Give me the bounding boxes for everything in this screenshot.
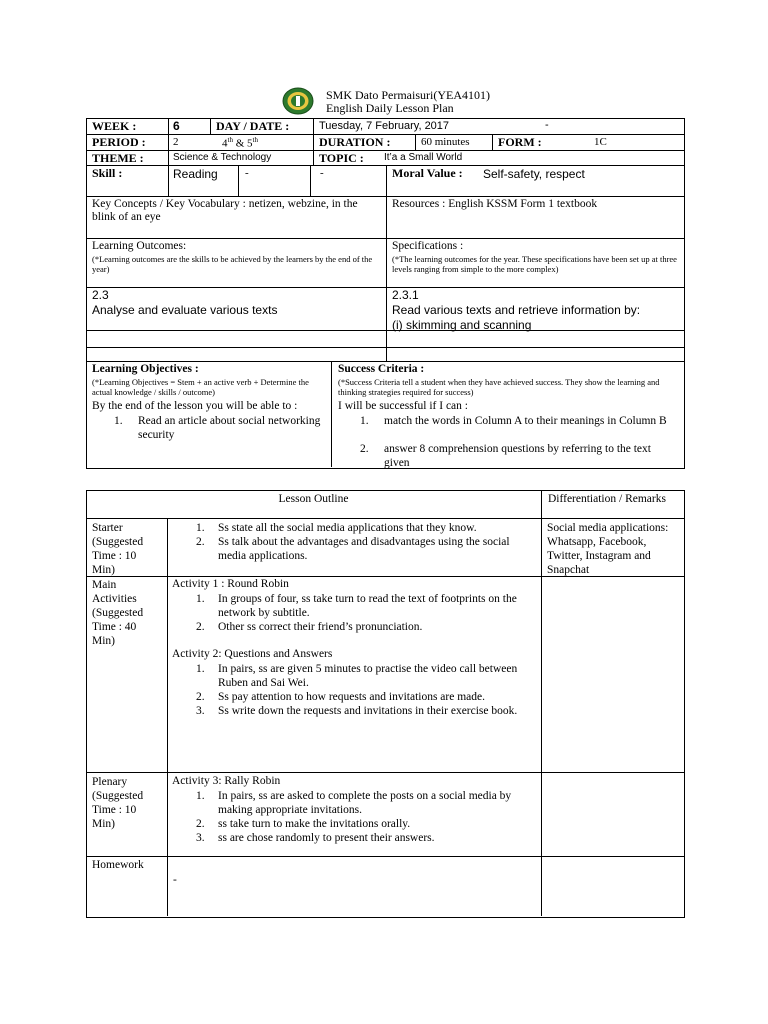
starter-text: Ss talk about the advantages and disadvantages using the social media applications. [218,536,510,562]
theme-label: THEME : [92,151,144,165]
period-b: 4th & 5th [222,136,258,150]
activity-3-item [172,817,536,831]
activity-3-item [172,789,536,817]
activity-2-item [172,662,532,690]
objectives-title: Learning Objectives : [92,363,199,375]
spec-text-1: Read various texts and retrieve information by: [392,303,641,317]
activity-1-title: Activity 1 : Round Robin [172,578,289,590]
starter-label: Starter (Suggested Time : 10 Min) [92,522,144,576]
moral-label: Moral Value : [392,166,463,180]
activity-2-text: In pairs, ss are given 5 minutes to practise the video call between Ruben and Sai Wei. [218,663,518,689]
starter-remark: Social media applications: Whatsapp, Facebook, Twitter, Instagram and Snapchat [547,522,669,576]
starter-number: 2. [196,536,205,548]
success-text: match the words in Column A to their meanings in Column B [384,415,667,427]
spec-code: 2.3.1 [392,288,419,302]
plenary-label: Plenary (Suggested Time : 10 Min) [92,776,144,830]
specifications-title: Specifications : [392,240,464,252]
activity-1-item [172,592,532,620]
success-note: (*Success Criteria tell a student when they have achieved success. They show the learning and thinking strategies required for success) [338,377,660,397]
objective-item [92,414,328,442]
main-label: Main Activities (Suggested Time : 40 Min) [92,579,144,647]
success-lead: I will be successful if I can : [338,400,468,412]
resources: Resources : English KSSM Form 1 textbook [392,198,598,210]
topic-label: TOPIC : [319,151,364,165]
skill-dash-2: - [320,167,324,179]
duration-value: 60 minutes [421,136,470,148]
skill-label: Skill : [92,166,123,180]
outline-header: Lesson Outline [278,493,349,505]
skill-value: Reading [173,167,218,181]
activity-3-number: 3. [196,832,205,844]
lo-code: 2.3 [92,288,109,302]
day-date-label: DAY / DATE : [216,119,290,133]
activity-3-text: In pairs, ss are asked to complete the posts on a social media by making appropriate invitations. [218,790,512,816]
form-label: FORM : [498,135,542,149]
key-concepts: Key Concepts / Key Vocabulary : netizen, webzine, in the blink of an eye [92,198,358,223]
starter-item [172,521,522,535]
moral-value: Self-safety, respect [483,167,585,181]
activity-2-number: 1. [196,663,205,675]
learning-outcomes-note: (*Learning outcomes are the skills to be achieved by the learners by the end of the year) [92,254,373,274]
date-dash: - [545,119,549,131]
school-logo [281,86,315,116]
success-number: 2. [360,443,369,455]
homework-label: Homework [92,859,144,871]
activity-2-text: Ss write down the requests and invitations in their exercise book. [218,705,518,717]
activity-3-item [172,831,536,845]
success-item [338,442,678,470]
period-a: 2 [173,136,179,148]
activity-1-text: In groups of four, ss take turn to read the text of footprints on the network by subtitle. [218,593,517,619]
period-label: PERIOD : [92,135,146,149]
activity-1-item [172,620,532,634]
activity-1-text: Other ss correct their friend’s pronunciation. [218,621,423,633]
duration-label: DURATION : [319,135,391,149]
success-number: 1. [360,415,369,427]
objective-number: 1. [114,415,123,427]
lo-text: Analyse and evaluate various texts [92,303,278,317]
activity-3-text: ss are chose randomly to present their answers. [218,832,435,844]
success-title: Success Criteria : [338,363,425,375]
specifications-note: (*The learning outcomes for the year. These specifications have been set up at three levels ranging from simple to the more complex) [392,254,677,274]
activity-1-number: 2. [196,621,205,633]
activity-3-number: 2. [196,818,205,830]
week-label: WEEK : [92,119,137,133]
starter-item [172,535,522,563]
skill-dash-1: - [245,167,249,179]
starter-text: Ss state all the social media applications that they know. [218,522,477,534]
activity-2-number: 3. [196,705,205,717]
success-text: answer 8 comprehension questions by referring to the text given [384,443,651,469]
activity-2-item [172,704,532,718]
homework-text: - [173,874,177,886]
objectives-note: (*Learning Objectives = Stem + an active verb + Determine the actual knowledge / skills / outcome) [92,377,309,397]
starter-number: 1. [196,522,205,534]
activity-2-item [172,690,532,704]
learning-outcomes-title: Learning Outcomes: [92,240,187,252]
activity-3-title: Activity 3: Rally Robin [172,775,281,787]
date-value: Tuesday, 7 February, 2017 [319,120,450,132]
activity-3-text: ss take turn to make the invitations orally. [218,818,411,830]
objective-text: Read an article about social networking security [138,415,321,441]
theme-value: Science & Technology [173,152,272,163]
school-name: SMK Dato Permaisuri(YEA4101) [326,88,490,102]
spec-text-2: (i) skimming and scanning [392,318,532,332]
differentiation-header: Differentiation / Remarks [548,493,666,505]
objectives-lead: By the end of the lesson you will be able to : [92,400,298,412]
activity-1-number: 1. [196,593,205,605]
activity-2-text: Ss pay attention to how requests and invitations are made. [218,691,485,703]
success-item [338,414,678,428]
plan-title: English Daily Lesson Plan [326,101,454,115]
form-value: 1C [594,136,607,148]
activity-3-number: 1. [196,790,205,802]
week-value: 6 [173,119,180,133]
topic-value: It’a a Small World [384,152,463,163]
activity-2-title: Activity 2: Questions and Answers [172,648,333,660]
activity-2-number: 2. [196,691,205,703]
